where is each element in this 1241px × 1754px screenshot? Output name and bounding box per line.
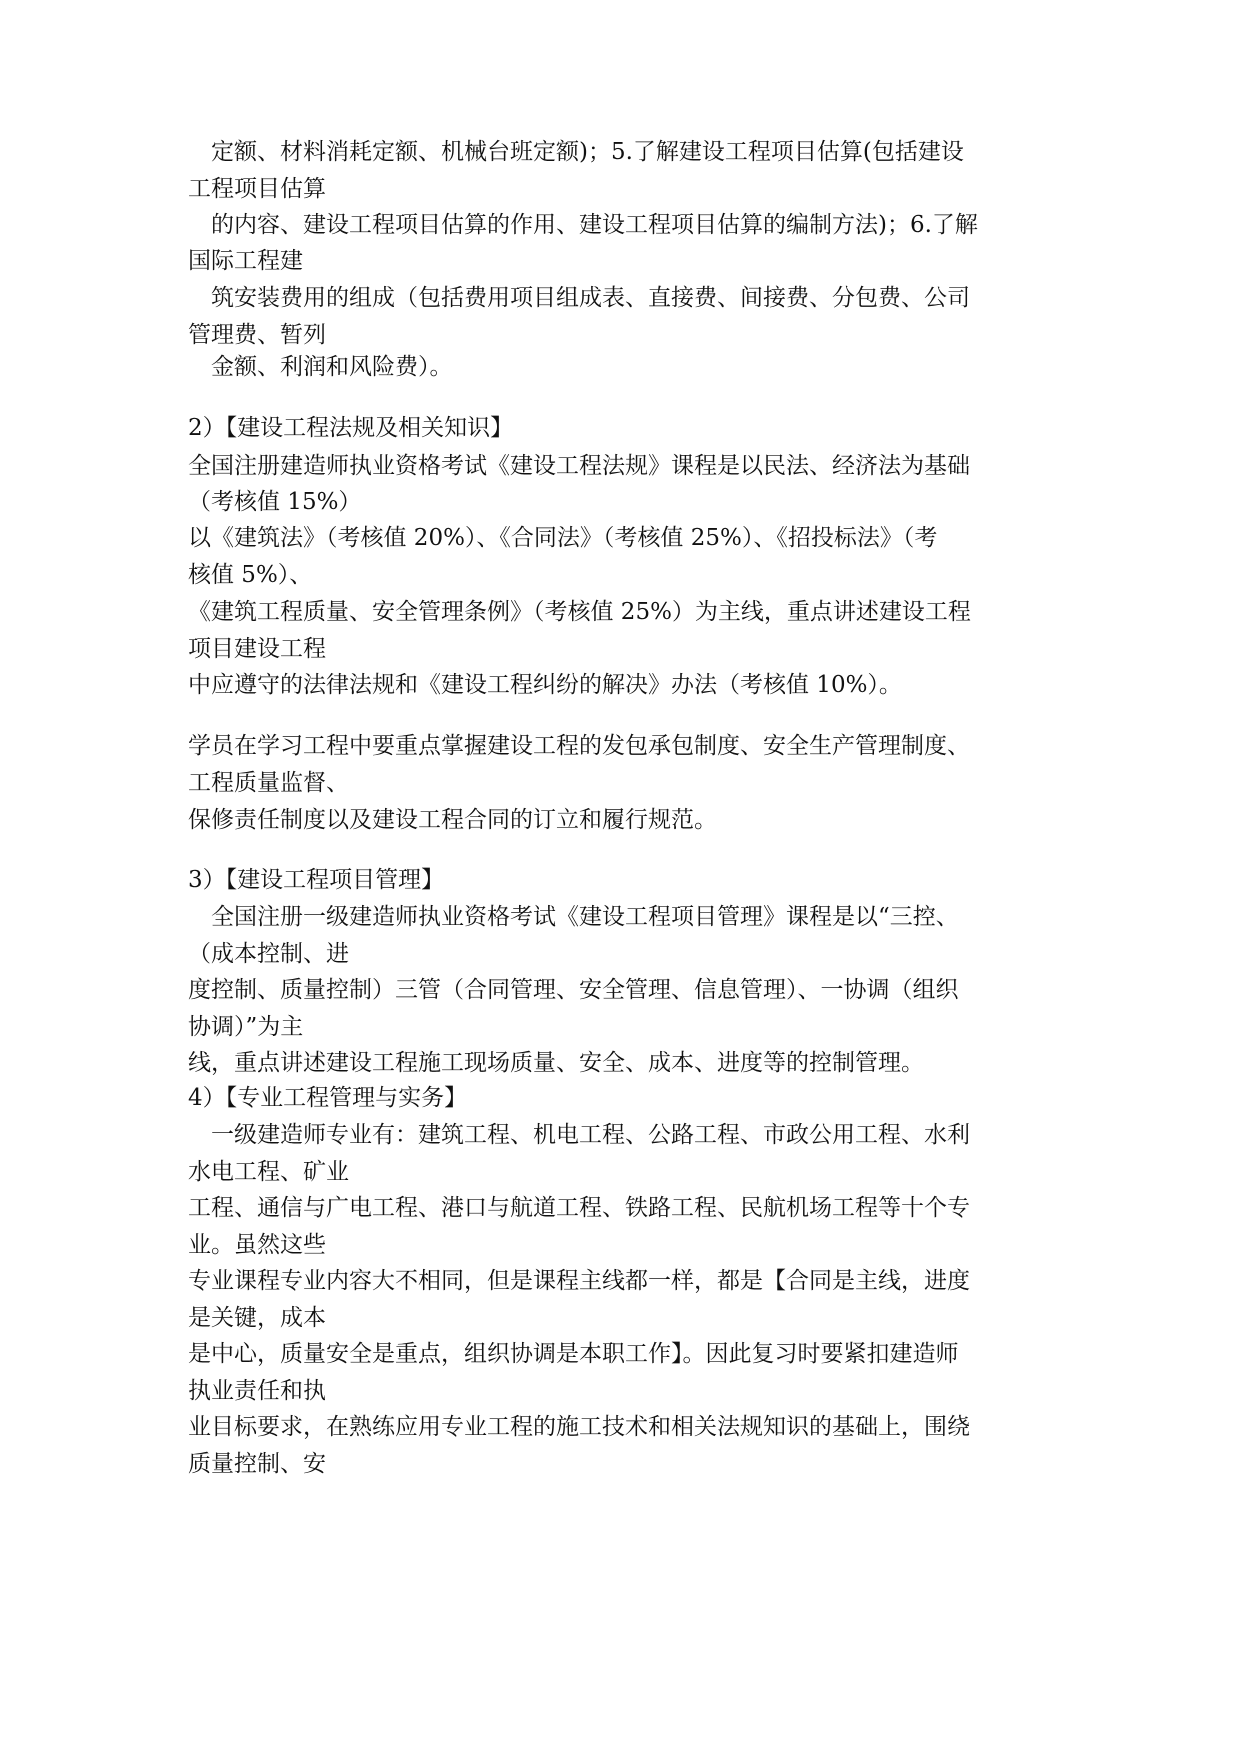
text-line: 专业课程专业内容大不相同，但是课程主线都一样，都是【合同是主线，进度: [188, 1268, 970, 1294]
text-line: 工程、通信与广电工程、港口与航道工程、铁路工程、民航机场工程等十个专: [188, 1195, 970, 1221]
text-line: 全国注册一级建造师执业资格考试《建设工程项目管理》课程是以“三控、: [188, 904, 959, 930]
text-line: 《建筑工程质量、安全管理条例》（考核值 25%）为主线，重点讲述建设工程: [188, 599, 971, 625]
text-line: 以《建筑法》（考核值 20%）、《合同法》（考核值 25%）、《招投标法》（考: [188, 525, 938, 551]
text-line: （考核值 15%）: [188, 489, 362, 515]
text-line: 4）【专业工程管理与实务】: [188, 1085, 468, 1111]
text-line: 度控制、质量控制）三管（合同管理、安全管理、信息管理）、一协调（组织: [188, 977, 959, 1003]
text-line: 质量控制、安: [188, 1451, 326, 1477]
text-line: 水电工程、矿业: [188, 1159, 349, 1185]
text-line: 工程项目估算: [188, 176, 326, 202]
text-line: 是中心，质量安全是重点，组织协调是本职工作】。因此复习时要紧扣建造师: [188, 1341, 959, 1367]
text-line: 协调）”为主: [188, 1014, 304, 1040]
text-line: 2）【建设工程法规及相关知识】: [188, 415, 514, 441]
text-line: 中应遵守的法律法规和《建设工程纠纷的解决》办法（考核值 10%）。: [188, 672, 902, 698]
text-line: 工程质量监督、: [188, 770, 349, 796]
text-line: 金额、利润和风险费）。: [188, 354, 453, 380]
text-line: 线，重点讲述建设工程施工现场质量、安全、成本、进度等的控制管理。: [188, 1050, 924, 1076]
text-line: 核值 5%）、: [188, 562, 313, 588]
text-line: 保修责任制度以及建设工程合同的订立和履行规范。: [188, 807, 717, 833]
text-line: 3）【建设工程项目管理】: [188, 867, 445, 893]
text-line: 学员在学习工程中要重点掌握建设工程的发包承包制度、安全生产管理制度、: [188, 733, 970, 759]
text-line: 执业责任和执: [188, 1378, 326, 1404]
text-line: 业。虽然这些: [188, 1232, 326, 1258]
text-line: 是关键，成本: [188, 1305, 326, 1331]
text-line: 管理费、暂列: [188, 322, 326, 348]
text-line: 项目建设工程: [188, 636, 326, 662]
text-line: 的内容、建设工程项目估算的作用、建设工程项目估算的编制方法)；6.了解: [188, 212, 978, 238]
text-line: 一级建造师专业有：建筑工程、机电工程、公路工程、市政公用工程、水利: [188, 1122, 970, 1148]
text-line: 筑安装费用的组成（包括费用项目组成表、直接费、间接费、分包费、公司: [188, 285, 970, 311]
text-line: 定额、材料消耗定额、机械台班定额)；5.了解建设工程项目估算(包括建设: [188, 139, 964, 165]
text-line: （成本控制、进: [188, 941, 349, 967]
text-line: 国际工程建: [188, 248, 303, 274]
text-line: 全国注册建造师执业资格考试《建设工程法规》课程是以民法、经济法为基础: [188, 453, 970, 479]
text-line: 业目标要求，在熟练应用专业工程的施工技术和相关法规知识的基础上，围绕: [188, 1414, 970, 1440]
